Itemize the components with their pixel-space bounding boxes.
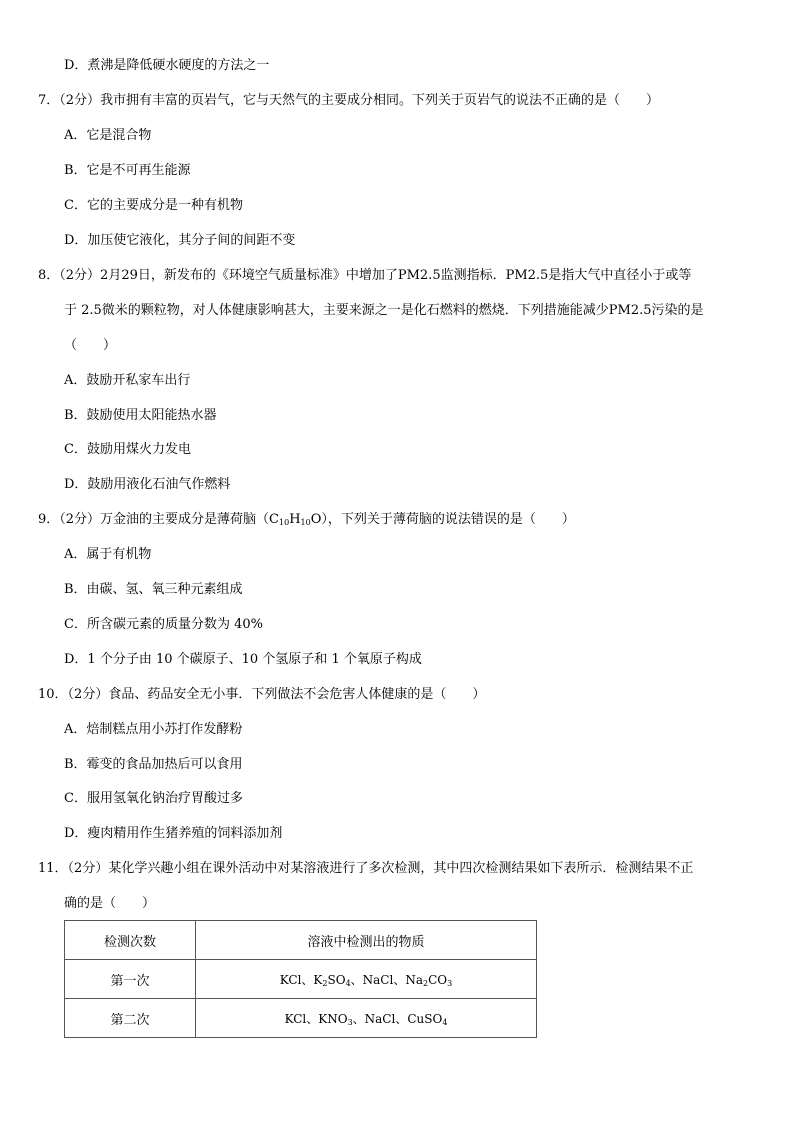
- q11-stem-line1: 11．（2分）某化学兴趣小组在课外活动中对某溶液进行了多次检测，其中四次检测结果如下表所示．检测结果不正: [38, 861, 694, 876]
- q10-option-c: C．服用氢氧化钠治疗胃酸过多: [64, 791, 243, 806]
- formula-sub: 2: [322, 978, 328, 988]
- row-label: 第一次: [65, 960, 196, 999]
- row-substances: [196, 999, 537, 1038]
- q9-option-a: A．属于有机物: [64, 547, 152, 562]
- row-label: 第二次: [65, 999, 196, 1038]
- q9-stem: [38, 511, 575, 529]
- q8-option-d: D．鼓励用液化石油气作燃料: [64, 477, 231, 492]
- q8-stem-line2: 于 2.5微米的颗粒物，对人体健康影响甚大，主要来源之一是化石燃料的燃烧．下列措施能减少PM2.5污染的是: [64, 303, 704, 318]
- q9-stem-post: O），下列关于薄荷脑的说法错误的是（ ）: [310, 512, 575, 527]
- q8-option-b: B．鼓励使用太阳能热水器: [64, 408, 217, 423]
- formula-part: 、NaCl、CuSO: [352, 1011, 443, 1026]
- results-table: [64, 920, 537, 1038]
- formula-part: CO: [428, 972, 448, 987]
- formula-part: SO: [327, 972, 346, 987]
- q7-option-d: D．加压使它液化，其分子间的间距不变: [64, 233, 296, 248]
- q11-stem-line2: 确的是（ ）: [64, 896, 156, 911]
- q7-stem: 7．（2分）我市拥有丰富的页岩气，它与天然气的主要成分相同。下列关于页岩气的说法不正确的是（ ）: [38, 93, 660, 108]
- q9-option-b: B．由碳、氢、氧三种元素组成: [64, 582, 243, 597]
- q9-stem-pre: 9．（2分）万金油的主要成分是薄荷脑（C: [38, 512, 279, 527]
- q10-option-b: B．霉变的食品加热后可以食用: [64, 757, 243, 772]
- q8-option-c: C．鼓励用煤火力发电: [64, 442, 191, 457]
- q10-option-a: A．焙制糕点用小苏打作发酵粉: [64, 722, 243, 737]
- q9-option-d: D．1 个分子由 10 个碳原子、10 个氢原子和 1 个氧原子构成: [64, 652, 422, 667]
- q7-option-a: A．它是混合物: [64, 128, 152, 143]
- header-detected-substances: 溶液中检测出的物质: [196, 921, 537, 960]
- formula-sub: 4: [345, 978, 351, 988]
- formula-part: 、NaCl、Na: [350, 972, 423, 987]
- q7-option-b: B．它是不可再生能源: [64, 163, 191, 178]
- table-header-row: [65, 921, 537, 960]
- table-row: [65, 999, 537, 1038]
- formula-sub: 2: [423, 978, 429, 988]
- q9-sub-hydrogen: 10: [300, 518, 311, 527]
- q10-option-d: D．瘦肉精用作生猪养殖的饲料添加剂: [64, 826, 283, 841]
- q8-option-a: A．鼓励开私家车出行: [64, 373, 191, 388]
- formula-sub: 4: [442, 1017, 448, 1027]
- q9-option-c: C．所含碳元素的质量分数为 40%: [64, 617, 263, 632]
- q8-stem-line1: 8．（2分）2月29日，新发布的《环境空气质量标准》中增加了PM2.5监测指标．PM2.5是指大气中直径小于或等: [38, 268, 692, 283]
- row-substances: [196, 960, 537, 999]
- q9-stem-h: H: [289, 512, 301, 527]
- q7-option-c: C．它的主要成分是一种有机物: [64, 198, 243, 213]
- q6-option-d: D．煮沸是降低硬水硬度的方法之一: [64, 58, 270, 73]
- table-row: [65, 960, 537, 999]
- q9-sub-carbon: 10: [279, 518, 290, 527]
- formula-part: KCl、K: [279, 972, 323, 987]
- formula-part: KCl、KNO: [284, 1011, 348, 1026]
- q10-stem: 10．（2分）食品、药品安全无小事．下列做法不会危害人体健康的是（ ）: [38, 687, 486, 702]
- q8-stem-line3: （ ）: [64, 338, 117, 353]
- header-test-count: 检测次数: [65, 921, 196, 960]
- formula-sub: 3: [447, 978, 453, 988]
- formula-sub: 3: [347, 1017, 353, 1027]
